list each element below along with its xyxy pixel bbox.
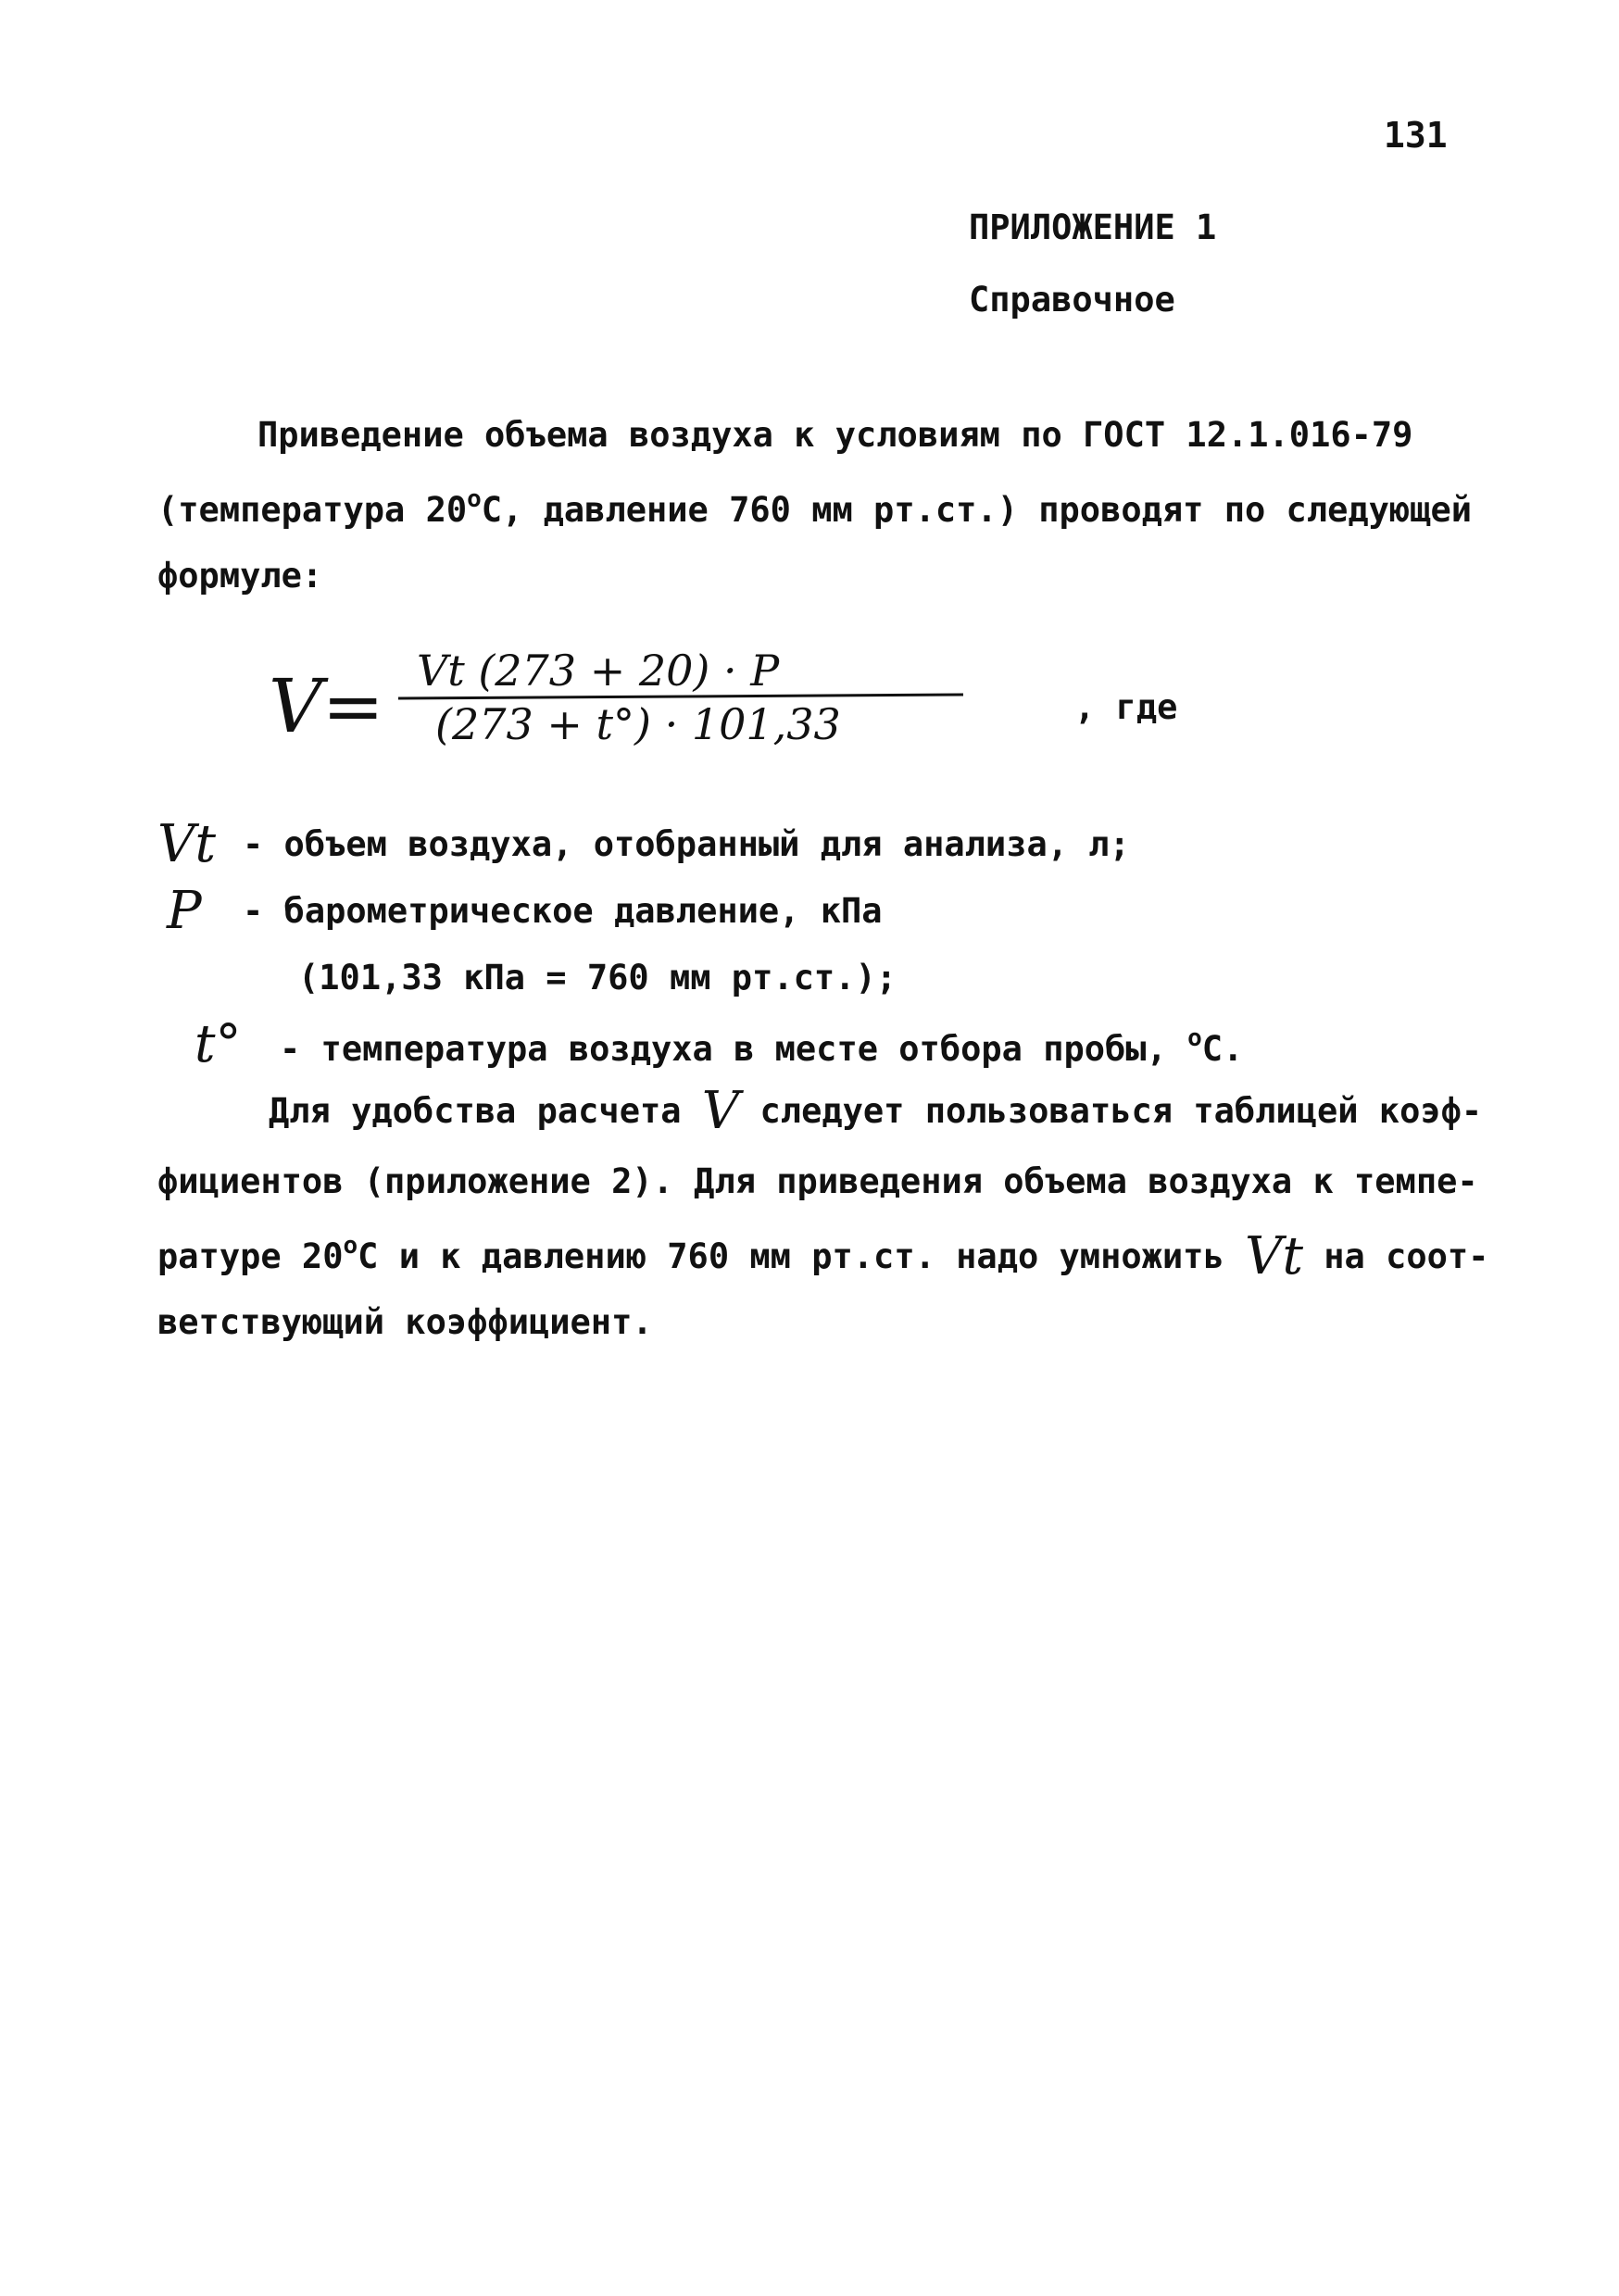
page-number: 131 [1384, 115, 1448, 156]
intro-line-2-suffix: С, давление 760 мм рт.ст.) проводят по следующей [481, 490, 1473, 530]
intro-line-3: формуле: [157, 556, 323, 596]
definition-p-note [157, 948, 1454, 1013]
definition-p-text: - барометрическое давление, кПа [243, 891, 883, 931]
formula-lhs: V= [269, 663, 384, 749]
definition-p [157, 882, 1454, 947]
paragraph-line-2: фициентов (приложение 2). Для приведения объема воздуха к темпе- [157, 1161, 1478, 1201]
intro-line-1: Приведение объема воздуха к условиям по ГОСТ 12.1.016-79 [257, 415, 1413, 455]
paragraph-line-1 [269, 1081, 1483, 1141]
symbol-vt: Vt [1245, 1226, 1303, 1286]
paragraph-line-3 [157, 1226, 1489, 1286]
paragraph-text: ратуре 20 [157, 1236, 344, 1276]
appendix-title: ПРИЛОЖЕНИЕ 1 [969, 207, 1217, 247]
formula-where: , где [1074, 687, 1178, 727]
symbol-p: P [167, 881, 202, 941]
definition-vt-text: - объем воздуха, отобранный для анализа, л; [243, 824, 1130, 864]
definition-t [157, 1015, 1454, 1080]
paragraph-text: на соот- [1302, 1236, 1489, 1276]
paragraph-line-4: ветствующий коэффициент. [157, 1302, 653, 1342]
degree-sign: o [1187, 1024, 1202, 1052]
symbol-v: V [701, 1081, 740, 1141]
formula-numerator: Vt (273 + 20) · P [417, 646, 780, 696]
symbol-vt: Vt [157, 814, 216, 874]
formula-denominator: (273 + t°) · 101,33 [435, 699, 841, 749]
symbol-t: t° [195, 1014, 242, 1074]
definition-t-text [280, 1024, 1243, 1069]
appendix-subtitle: Справочное [969, 280, 1175, 320]
paragraph-text: Для удобства расчета [269, 1091, 702, 1131]
definition-t-suffix: С. [1201, 1029, 1244, 1069]
definition-p-note-text: (101,33 кПа = 760 мм рт.ст.); [298, 958, 897, 997]
intro-line-2 [157, 485, 1472, 530]
degree-sign: o [467, 485, 482, 513]
paragraph-text: следует пользоваться таблицей коэф- [739, 1091, 1483, 1131]
definition-vt [157, 815, 1454, 880]
intro-line-2-prefix: (температура 20 [157, 490, 468, 530]
paragraph-text: С и к давлению 760 мм рт.ст. надо умножить [358, 1236, 1246, 1276]
definition-t-prefix: - температура воздуха в месте отбора пробы, [280, 1029, 1188, 1069]
degree-sign: o [343, 1232, 358, 1260]
